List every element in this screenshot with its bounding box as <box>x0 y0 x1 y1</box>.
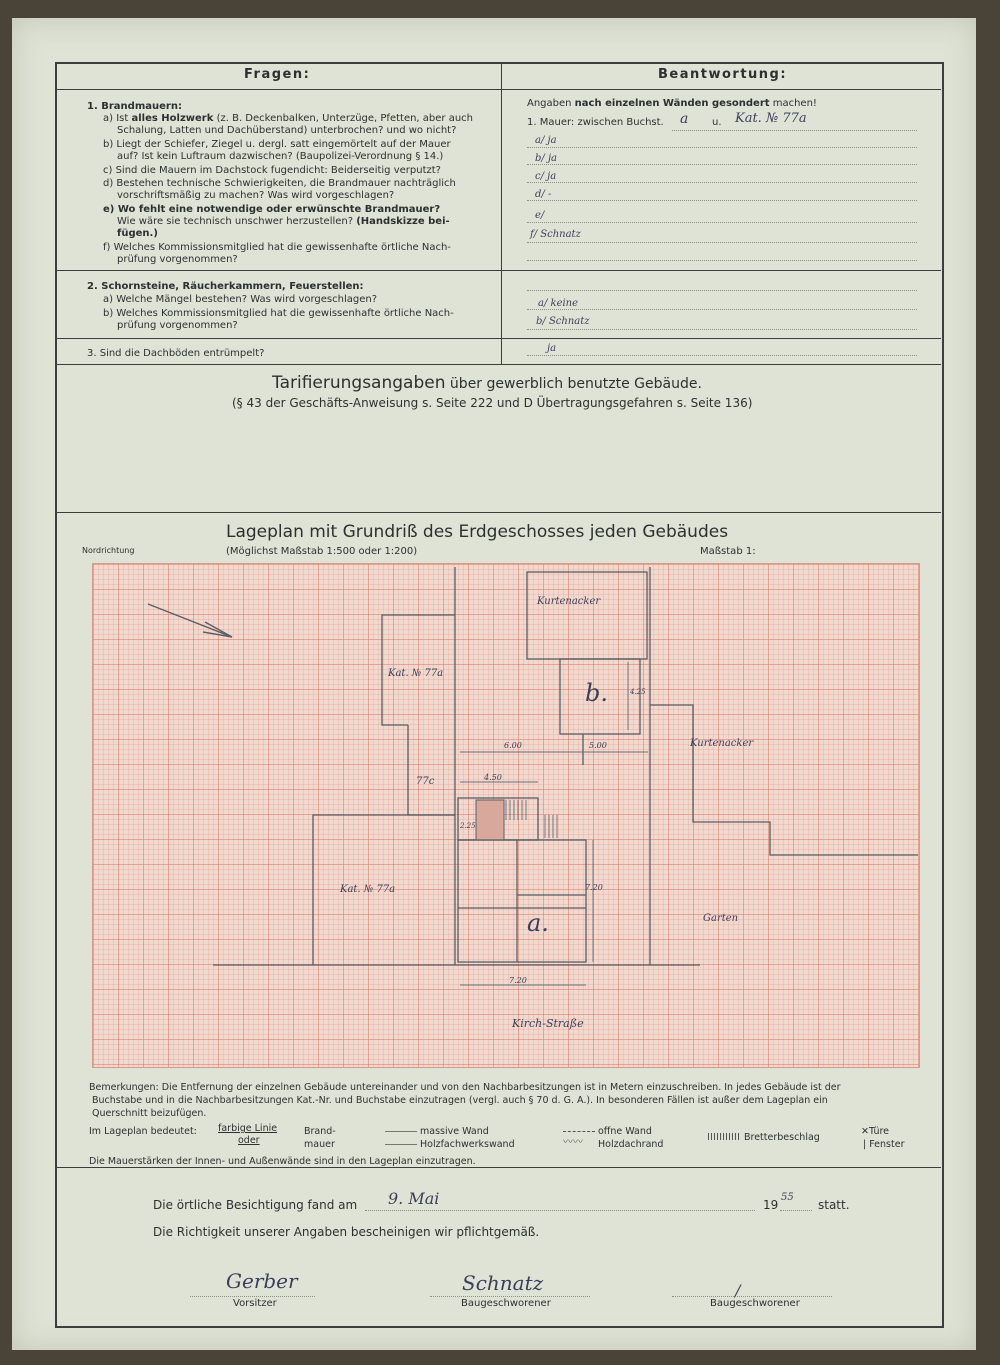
dim-425: 4.25 <box>630 688 646 696</box>
answer-q1-c: c/ ja <box>535 171 557 182</box>
legend-farbige: farbige Linie <box>218 1123 278 1134</box>
answer-q1-f: f/ Schnatz <box>530 229 581 240</box>
q2-b-line1: b) Welches Kommissionsmitglied hat die gewissenhafte örtliche Nach- <box>103 308 454 319</box>
answer-q1-e: e/ <box>535 210 545 221</box>
q1-title: 1. Brandmauern: <box>87 101 182 112</box>
mauer-label: 1. Mauer: zwischen Buchst. <box>527 117 664 128</box>
q1-e-line3: fügen.) <box>117 228 158 239</box>
answers-header: Beantwortung: <box>658 67 788 82</box>
legend-brand-2: mauer <box>304 1139 335 1150</box>
signature-line-2 <box>430 1296 590 1297</box>
answer-q2-a: a/ keine <box>538 298 579 309</box>
signature-baugeschworener-1: Schnatz <box>462 1271 544 1295</box>
q2-a: a) Welche Mängel bestehen? Was wird vorgeschlagen? <box>103 294 378 305</box>
q1-e-line2: Wie wäre sie technisch unschwer herzustellen? (Handskizze bei- <box>117 216 450 227</box>
date-line <box>365 1210 755 1211</box>
q1-b-line1: b) Liegt der Schiefer, Ziegel u. dergl. satt eingemörtelt auf der Mauer <box>103 139 451 150</box>
legend-bretter: Bretterbeschlag <box>744 1132 820 1143</box>
answers-intro: Angaben nach einzelnen Wänden gesondert machen! <box>527 98 817 109</box>
dim-500: 5.00 <box>589 741 607 750</box>
door-icon: ✕ <box>861 1126 869 1137</box>
q1-d-line2: vorschriftsmäßig zu machen? Was wird vorgeschlagen? <box>117 190 395 201</box>
q2-title: 2. Schornsteine, Räucherkammern, Feuerstellen: <box>87 281 364 292</box>
north-arrow <box>148 604 232 637</box>
mauer-note: Die Mauerstärken der Innen- und Außenwände sind in den Lageplan einzutragen. <box>89 1156 476 1167</box>
building-a <box>458 840 586 962</box>
legend-holzdach: Holzdachrand <box>598 1139 664 1150</box>
mauer-u: u. <box>712 117 722 128</box>
mauer-letter: a <box>680 111 689 127</box>
answer-q2-b: b/ Schnatz <box>536 316 590 327</box>
label-kat-upper: Kat. № 77a <box>388 668 444 679</box>
besichtigung-date: 9. Mai <box>388 1189 440 1208</box>
window-icon: | <box>863 1139 870 1150</box>
parcel-kurtenacker-right-outline <box>665 705 918 855</box>
dim-225: 2.25 <box>460 822 476 830</box>
besichtigung-label: Die örtliche Besichtigung fand am <box>153 1198 358 1212</box>
answer-q1-b: b/ ja <box>535 153 558 164</box>
legend-tuere: ✕Türe <box>861 1126 890 1137</box>
tarif-subtitle: (§ 43 der Geschäfts-Anweisung s. Seite 222 und D Übertragungsgefahren s. Seite 136) <box>232 396 753 410</box>
legend-holzfach: Holzfachwerkswand <box>420 1139 515 1150</box>
q1-a-line1: a) Ist alles Holzwerk (z. B. Deckenbalken, Unterzüge, Pfetten, aber auch <box>103 113 474 124</box>
signature-line-3 <box>672 1296 832 1297</box>
massstab-hint: (Möglichst Maßstab 1:500 oder 1:200) <box>226 546 418 557</box>
dim-600: 6.00 <box>504 741 522 750</box>
lageplan-title: Lageplan mit Grundriß des Erdgeschosses jeden Gebäudes <box>226 522 729 542</box>
legend-holzfach-symbol <box>385 1144 417 1145</box>
vorsitzer-label: Vorsitzer <box>233 1298 277 1309</box>
label-kurtenacker-top: Kurtenacker <box>537 596 601 607</box>
label-77c: 77c <box>416 776 435 787</box>
nordrichtung-label: Nordrichtung <box>82 546 135 555</box>
signature-vorsitzer: Gerber <box>226 1269 298 1293</box>
legend-massive: massive Wand <box>420 1126 489 1137</box>
answer-q3: ja <box>547 343 557 354</box>
year-line <box>780 1210 812 1211</box>
remarks-line1: Bemerkungen: Die Entfernung der einzelnen Gebäude untereinander und von den Nachbarbesitzungen ist in Metern einzuschreiben. In jedes Gebäude ist der <box>89 1082 841 1093</box>
q1-d-line1: d) Bestehen technische Schwierigkeiten, die Brandmauer nachträglich <box>103 178 456 189</box>
signature-line-1 <box>190 1296 315 1297</box>
year-value: 55 <box>781 1192 794 1203</box>
tarif-title: Tarifierungsangaben über gewerblich benutzte Gebäude. <box>272 373 702 393</box>
legend-oder: oder <box>238 1135 260 1146</box>
q1-f-line1: f) Welches Kommissionsmitglied hat die gewissenhafte örtliche Nach- <box>103 242 451 253</box>
dim-720-horizontal: 7.20 <box>509 976 527 985</box>
dim-450: 4.50 <box>484 773 502 782</box>
legend-prefix: Im Lageplan bedeutet: <box>89 1126 197 1137</box>
remarks-line2: Buchstabe und in die Nachbarbesitzungen Kat.-Nr. und Buchstabe einzutragen (vergl. auch § 70 d. G. A.). In besonderen Fällen ist außer dem Lageplan ein <box>92 1095 828 1106</box>
q1-a-line2: Schalung, Latten und Dachüberstand) unterbrochen? und wo nicht? <box>117 125 457 136</box>
massstab-label: Maßstab 1: <box>700 546 756 557</box>
questions-header: Fragen: <box>244 67 311 82</box>
label-garten: Garten <box>703 913 739 924</box>
q1-f-line2: prüfung vorgenommen? <box>117 254 238 265</box>
year-prefix: 19 <box>763 1198 779 1212</box>
statt-label: statt. <box>818 1198 850 1212</box>
stairs <box>506 800 557 838</box>
q1-c: c) Sind die Mauern im Dachstock fugendicht: Beiderseitig verputzt? <box>103 165 441 176</box>
label-kat-lower: Kat. № 77a <box>340 884 396 895</box>
answer-q1-a: a/ ja <box>535 135 557 146</box>
parcel-77c <box>408 725 455 815</box>
parcel-kurtenacker-top <box>527 572 647 659</box>
legend-fenster: | Fenster <box>863 1139 905 1150</box>
q2-b-line2: prüfung vorgenommen? <box>117 320 238 331</box>
baugeschworener-label-2: Baugeschworener <box>710 1298 800 1309</box>
legend-holzdach-symbol: 〰〰 <box>563 1137 583 1148</box>
label-street: Kirch-Straße <box>512 1017 584 1030</box>
legend-brand-1: Brand- <box>304 1126 336 1137</box>
legend-bretter-symbol <box>708 1133 740 1140</box>
label-building-b: b. <box>585 679 608 707</box>
stair-annex-shade <box>476 800 504 840</box>
legend-offene-symbol <box>563 1131 595 1132</box>
legend-offene: offne Wand <box>598 1126 652 1137</box>
answer-q1-d: d/ - <box>535 189 552 200</box>
legend-massive-symbol <box>385 1131 417 1132</box>
label-building-a: a. <box>527 909 549 937</box>
dim-720-vertical: 7.20 <box>585 883 603 892</box>
q3-title: 3. Sind die Dachböden entrümpelt? <box>87 348 265 359</box>
richtigkeit-text: Die Richtigkeit unserer Angaben bescheinigen wir pflichtgemäß. <box>153 1225 540 1239</box>
label-kurtenacker-right: Kurtenacker <box>690 738 754 749</box>
baugeschworener-label-1: Baugeschworener <box>461 1298 551 1309</box>
signature-baugeschworener-2: / <box>735 1281 741 1300</box>
q1-e-line1: e) Wo fehlt eine notwendige oder erwünschte Brandmauer? <box>103 204 441 215</box>
mauer-neighbor: Kat. № 77a <box>735 111 807 126</box>
remarks-line3: Querschnitt beizufügen. <box>92 1108 207 1119</box>
q1-b-line2: auf? Ist kein Luftraum dazwischen? (Baupolizei-Verordnung § 14.) <box>117 151 444 162</box>
